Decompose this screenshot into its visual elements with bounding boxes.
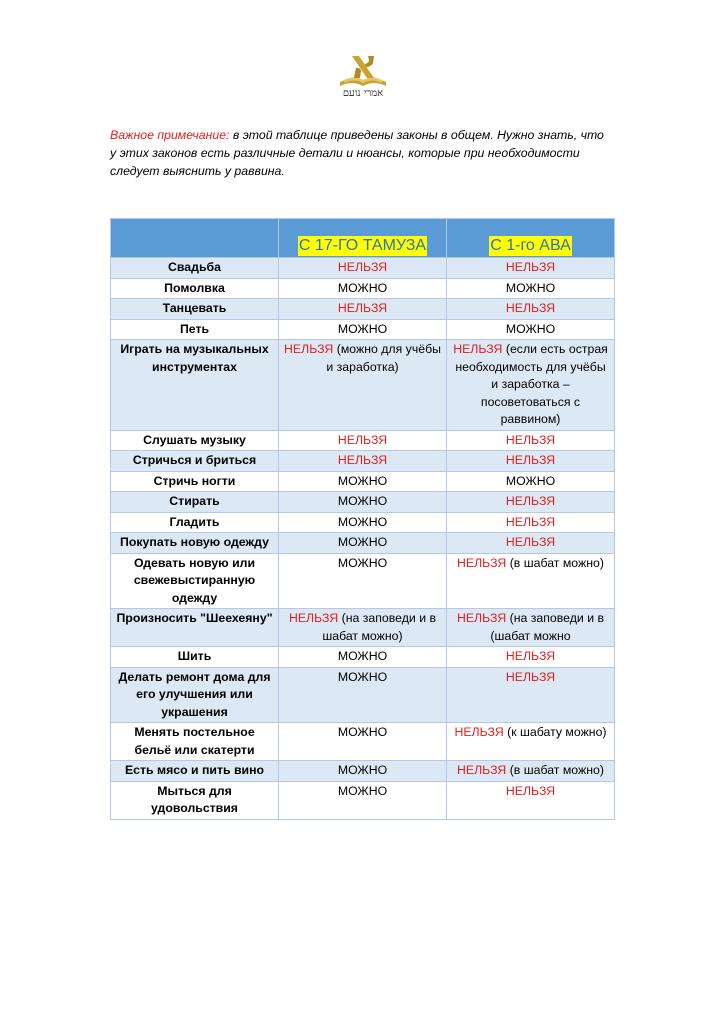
av-status-cell xyxy=(447,492,615,513)
av-status-cell xyxy=(447,553,615,609)
tamuz-status-cell xyxy=(279,340,447,431)
forbidden-label: НЕЛЬЗЯ xyxy=(505,535,556,549)
action-cell: Танцевать xyxy=(111,299,279,320)
forbidden-label: НЕЛЬЗЯ xyxy=(337,453,388,467)
header-tamuz xyxy=(279,219,447,258)
table-row xyxy=(111,278,615,299)
action-cell: Одевать новую или свежевыстиранную одежду xyxy=(111,553,279,609)
status-text: МОЖНО xyxy=(337,555,388,570)
forbidden-label: НЕЛЬЗЯ xyxy=(456,611,507,625)
action-cell: Менять постельное бельё или скатерти xyxy=(111,723,279,761)
forbidden-label: НЕЛЬЗЯ xyxy=(337,301,388,315)
tamuz-status-cell xyxy=(279,723,447,761)
status-text: МОЖНО xyxy=(337,494,388,508)
tamuz-status-cell xyxy=(279,492,447,513)
av-status-cell xyxy=(447,299,615,320)
status-text: (на заповеди и в (шабат можно xyxy=(490,611,605,643)
av-status-cell xyxy=(447,278,615,299)
tamuz-status-cell xyxy=(279,761,447,782)
av-status-cell xyxy=(447,667,615,723)
forbidden-label: НЕЛЬЗЯ xyxy=(505,432,556,447)
av-status-cell xyxy=(447,609,615,647)
status-text: (в шабат можно) xyxy=(506,555,604,570)
table-row xyxy=(111,667,615,723)
forbidden-label: НЕЛЬЗЯ xyxy=(457,555,507,570)
tamuz-status-cell xyxy=(279,471,447,492)
action-cell: Произносить "Шеехеяну" xyxy=(111,609,279,647)
tamuz-status-cell xyxy=(279,667,447,723)
action-cell: Стричь ногти xyxy=(111,471,279,492)
action-cell: Стирать xyxy=(111,492,279,513)
forbidden-label: НЕЛЬЗЯ xyxy=(288,611,339,625)
av-status-cell xyxy=(447,430,615,451)
table-row xyxy=(111,512,615,533)
table-row xyxy=(111,647,615,668)
table-row xyxy=(111,299,615,320)
table-row xyxy=(111,533,615,554)
table-header-row xyxy=(111,219,615,258)
av-status-cell xyxy=(447,451,615,472)
action-cell: Покупать новую одежду xyxy=(111,533,279,554)
action-cell: Мыться для удовольствия xyxy=(111,781,279,819)
table-row xyxy=(111,430,615,451)
table-row xyxy=(111,761,615,782)
status-text: МОЖНО xyxy=(337,763,388,777)
av-status-cell xyxy=(447,723,615,761)
action-cell: Гладить xyxy=(111,512,279,533)
forbidden-label: НЕЛЬЗЯ xyxy=(505,514,556,529)
action-cell: Свадьба xyxy=(111,258,279,279)
note-label: Важное примечание: xyxy=(110,128,230,142)
av-status-cell xyxy=(447,340,615,431)
forbidden-label: НЕЛЬЗЯ xyxy=(505,260,556,274)
tamuz-status-cell xyxy=(279,647,447,668)
forbidden-label: НЕЛЬЗЯ xyxy=(337,260,388,274)
forbidden-label: НЕЛЬЗЯ xyxy=(337,432,388,447)
header-av xyxy=(447,219,615,258)
av-status-cell xyxy=(447,319,615,340)
tamuz-status-cell xyxy=(279,553,447,609)
av-status-cell xyxy=(447,533,615,554)
action-cell: Петь xyxy=(111,319,279,340)
status-text: МОЖНО xyxy=(337,649,388,663)
status-text: МОЖНО xyxy=(505,473,556,488)
action-cell: Помолвка xyxy=(111,278,279,299)
status-text: МОЖНО xyxy=(337,535,388,549)
status-text: МОЖНО xyxy=(505,280,556,295)
tamuz-status-cell xyxy=(279,512,447,533)
av-status-cell xyxy=(447,512,615,533)
tamuz-status-cell xyxy=(279,451,447,472)
status-text: МОЖНО xyxy=(337,280,388,295)
forbidden-label: НЕЛЬЗЯ xyxy=(457,763,507,777)
table-row xyxy=(111,492,615,513)
status-text: МОЖНО xyxy=(337,783,388,798)
table-row xyxy=(111,451,615,472)
av-status-cell xyxy=(447,647,615,668)
av-status-cell xyxy=(447,761,615,782)
header-tamuz-label: С 17-ГО ТАМУЗА xyxy=(298,237,427,254)
tamuz-status-cell xyxy=(279,533,447,554)
av-status-cell xyxy=(447,258,615,279)
tamuz-status-cell xyxy=(279,319,447,340)
forbidden-label: НЕЛЬЗЯ xyxy=(505,494,556,508)
forbidden-label: НЕЛЬЗЯ xyxy=(505,669,556,684)
header-empty xyxy=(111,219,279,258)
logo xyxy=(332,50,394,102)
table-row xyxy=(111,319,615,340)
table-row xyxy=(111,609,615,647)
action-cell: Делать ремонт дома для его улучшения или украшения xyxy=(111,667,279,723)
logo-caption: אמרי נועם xyxy=(342,88,384,99)
status-text: (к шабату можно) xyxy=(503,725,607,739)
status-text: МОЖНО xyxy=(337,514,388,529)
forbidden-label: НЕЛЬЗЯ xyxy=(505,783,556,798)
status-text: (можно для учёбы и заработка) xyxy=(326,342,441,374)
action-cell: Шить xyxy=(111,647,279,668)
tamuz-status-cell xyxy=(279,609,447,647)
note-text: в этой таблице приведены законы в общем. Нужно знать, что у этих законов есть различные детали и нюансы, которые при необходимости следует выяснить у раввина. xyxy=(110,128,604,178)
av-status-cell xyxy=(447,471,615,492)
tamuz-status-cell xyxy=(279,278,447,299)
forbidden-label: НЕЛЬЗЯ xyxy=(505,649,556,663)
forbidden-label: НЕЛЬЗЯ xyxy=(454,725,504,739)
table-row xyxy=(111,723,615,761)
forbidden-label: НЕЛЬЗЯ xyxy=(453,342,503,356)
action-cell: Есть мясо и пить вино xyxy=(111,761,279,782)
status-text: МОЖНО xyxy=(337,725,388,739)
aleph-book-logo-icon xyxy=(332,50,394,90)
important-note xyxy=(110,126,610,180)
action-cell: Слушать музыку xyxy=(111,430,279,451)
status-text: МОЖНО xyxy=(337,321,388,336)
mourning-rules-table xyxy=(110,218,615,820)
status-text: (если есть острая необходимость для учёбы и заработка – посоветоваться с раввином) xyxy=(455,342,608,426)
status-text: (на заповеди и в шабат можно) xyxy=(322,611,437,643)
tamuz-status-cell xyxy=(279,299,447,320)
table-row xyxy=(111,781,615,819)
table-row xyxy=(111,340,615,431)
status-text: (в шабат можно) xyxy=(506,763,604,777)
table-row xyxy=(111,258,615,279)
table-row xyxy=(111,471,615,492)
status-text: МОЖНО xyxy=(337,669,388,684)
action-cell: Играть на музыкальных инструментах xyxy=(111,340,279,431)
forbidden-label: НЕЛЬЗЯ xyxy=(505,301,556,315)
av-status-cell xyxy=(447,781,615,819)
tamuz-status-cell xyxy=(279,781,447,819)
status-text: МОЖНО xyxy=(337,473,388,488)
table-row xyxy=(111,553,615,609)
tamuz-status-cell xyxy=(279,430,447,451)
action-cell: Стричься и бриться xyxy=(111,451,279,472)
tamuz-status-cell xyxy=(279,258,447,279)
forbidden-label: НЕЛЬЗЯ xyxy=(505,453,556,467)
status-text: МОЖНО xyxy=(505,321,556,336)
header-av-label: С 1-го АВА xyxy=(490,237,571,254)
forbidden-label: НЕЛЬЗЯ xyxy=(284,342,334,356)
